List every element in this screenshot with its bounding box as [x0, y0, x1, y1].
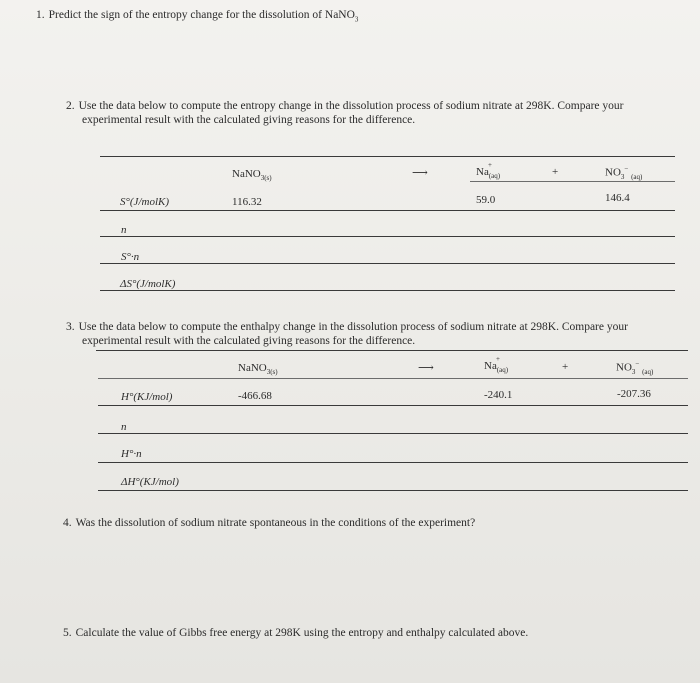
question-text: Predict the sign of the entropy change for the dissolution of NaNO	[48, 9, 355, 21]
question-text-line1: Use the data below to compute the entropy change in the dissolution process of sodium nitrate at 298K. Compare your	[78, 100, 624, 112]
row-label: n	[121, 224, 127, 236]
question-1	[36, 8, 358, 26]
plus-sign: +	[552, 166, 559, 178]
charge: −	[624, 165, 629, 173]
formula-subscript: 3	[620, 172, 625, 181]
subscript: 3	[354, 15, 359, 24]
state: (aq)	[642, 367, 654, 376]
formula: NaNO	[238, 362, 267, 374]
question-4	[63, 516, 475, 530]
reactant-header	[232, 168, 272, 182]
table-cell: 146.4	[605, 192, 630, 204]
cation-header	[484, 355, 509, 374]
formula-subscript: 3	[631, 367, 636, 376]
row-label: ΔS°(J/molK)	[120, 278, 176, 290]
charge: +	[496, 355, 500, 363]
question-text-line2: experimental result with the calculated giving reasons for the difference.	[82, 335, 416, 347]
question-text-line1: Use the data below to compute the enthalpy change in the dissolution process of sodium nitrate at 298K. Compare your	[78, 321, 628, 333]
row-rule	[98, 433, 688, 434]
row-label: H°(KJ/mol)	[121, 391, 173, 403]
question-number: 3.	[66, 321, 75, 333]
row-label: S°(J/molK)	[120, 196, 170, 208]
question-number: 2.	[66, 100, 75, 112]
header-underline	[470, 181, 675, 182]
row-rule	[100, 236, 675, 237]
question-text: Was the dissolution of sodium nitrate spontaneous in the conditions of the experiment?	[75, 517, 476, 529]
row-rule	[100, 263, 675, 264]
formula: NO	[616, 361, 632, 374]
row-label: ΔH°(KJ/mol)	[121, 476, 179, 488]
question-number: 5.	[63, 627, 72, 639]
state: (aq)	[496, 366, 509, 374]
table-cell: 116.32	[232, 196, 262, 208]
question-number: 1.	[36, 9, 45, 21]
table-top-rule	[100, 156, 675, 157]
state: (aq)	[488, 172, 501, 180]
charge: +	[488, 161, 492, 169]
table-top-rule	[96, 350, 688, 351]
row-label: n	[121, 421, 127, 433]
anion-header	[616, 360, 653, 376]
reaction-arrow: ⟶	[412, 167, 428, 179]
question-text: Calculate the value of Gibbs free energy at 298K using the entropy and enthalpy calculated above.	[75, 627, 529, 639]
formula: Na	[484, 360, 497, 372]
anion-header	[605, 165, 642, 181]
question-text-line2: experimental result with the calculated giving reasons for the difference.	[82, 114, 416, 126]
formula: NO	[605, 166, 621, 179]
row-label: H°·n	[121, 448, 142, 460]
table-cell: -240.1	[484, 389, 513, 401]
row-rule	[98, 462, 688, 463]
table-cell: -466.68	[238, 390, 272, 402]
charge: −	[635, 360, 640, 368]
row-label: S°·n	[121, 251, 140, 263]
cation-header	[476, 161, 501, 180]
table-bottom-rule	[98, 490, 688, 491]
plus-sign: +	[562, 361, 569, 373]
row-rule	[100, 210, 675, 211]
formula: Na	[476, 166, 489, 178]
header-underline	[98, 378, 688, 379]
row-rule	[98, 405, 688, 406]
reaction-arrow: ⟶	[418, 362, 434, 374]
formula: NaNO	[232, 168, 261, 180]
table-bottom-rule	[100, 290, 675, 291]
question-5	[63, 626, 528, 640]
formula-subscript: 3(s)	[260, 174, 272, 183]
state: (aq)	[631, 172, 643, 181]
question-number: 4.	[63, 517, 72, 529]
table-cell: 59.0	[476, 194, 496, 206]
formula-subscript: 3(s)	[266, 368, 278, 377]
question-2	[66, 99, 696, 127]
question-3	[66, 320, 700, 348]
table-cell: -207.36	[617, 388, 651, 400]
reactant-header	[238, 362, 278, 376]
